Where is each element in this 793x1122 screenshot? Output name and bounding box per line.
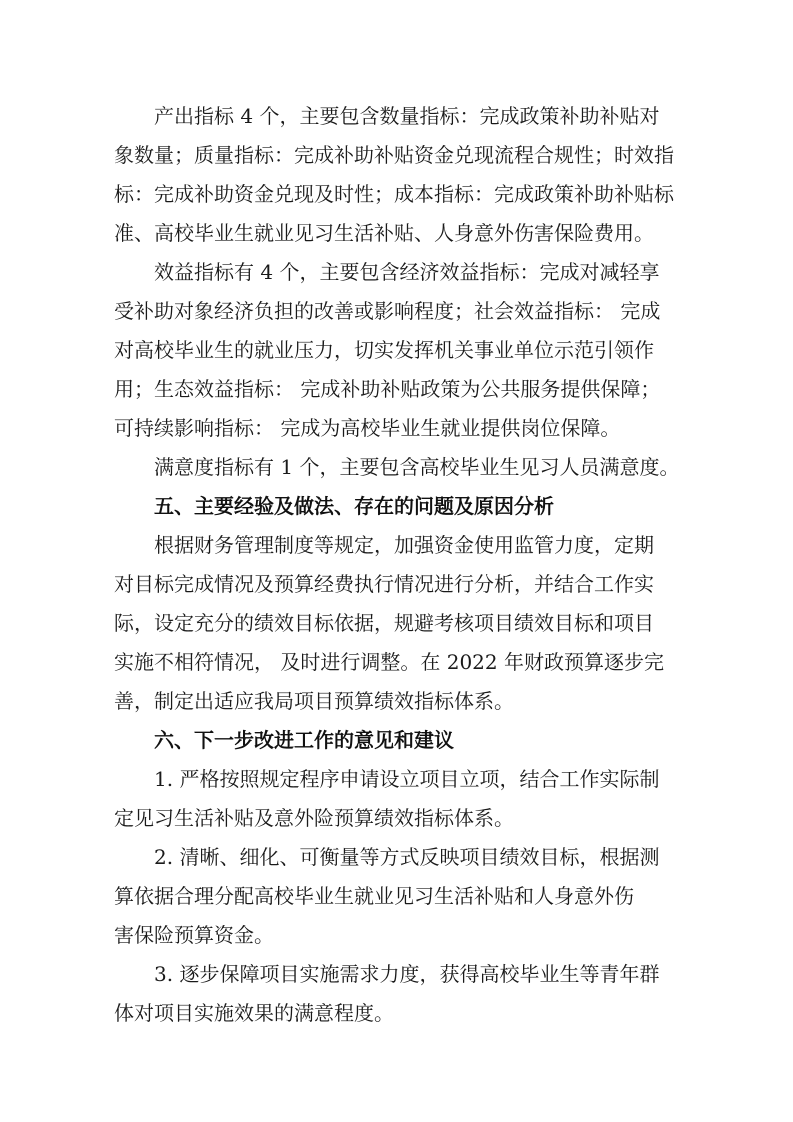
paragraph-text: 1. 严格按照规定程序申请设立项目立项，结合工作实际制: [154, 767, 660, 791]
paragraph-text: 效益指标有 4 个，主要包含经济效益指标：完成对减轻享: [154, 260, 660, 284]
paragraph-line: [0, 98, 793, 134]
section-heading-text: 六、下一步改进工作的意见和建议: [154, 728, 454, 752]
paragraph-text: 对高校毕业生的就业压力，切实发挥机关事业单位示范引领作: [114, 338, 654, 362]
paragraph-text: 定见习生活补贴及意外险预算绩效指标体系。: [114, 806, 514, 830]
paragraph-text: 用；生态效益指标： 完成补助补贴政策为公共服务提供保障；: [114, 377, 661, 401]
paragraph-line: [0, 566, 793, 602]
paragraph-line: [0, 410, 793, 446]
paragraph-text: 可持续影响指标： 完成为高校毕业生就业提供岗位保障。: [114, 416, 621, 440]
paragraph-line: [0, 683, 793, 719]
paragraph-text: 害保险预算资金。: [114, 923, 274, 947]
paragraph-text: 根据财务管理制度等规定，加强资金使用监管力度，定期: [154, 533, 654, 557]
section-heading: [0, 488, 793, 524]
paragraph-text: 际，设定充分的绩效目标依据，规避考核项目绩效目标和项目: [114, 611, 654, 635]
paragraph-line: [0, 800, 793, 836]
paragraph-line: [0, 176, 793, 212]
paragraph-text: 3. 逐步保障项目实施需求力度，获得高校毕业生等青年群: [154, 962, 660, 986]
paragraph-text: 产出指标 4 个，主要包含数量指标：完成政策补助补贴对: [154, 104, 660, 128]
paragraph-line: [0, 332, 793, 368]
paragraph-text: 对目标完成情况及预算经费执行情况进行分析，并结合工作实: [114, 572, 654, 596]
paragraph-line: [0, 917, 793, 953]
paragraph-text: 受补助对象经济负担的改善或影响程度；社会效益指标： 完成: [114, 299, 661, 323]
paragraph-text: 算依据合理分配高校毕业生就业见习生活补贴和人身意外伤: [114, 884, 634, 908]
paragraph-line: [0, 215, 793, 251]
paragraph-line: [0, 878, 793, 914]
paragraph-text: 体对项目实施效果的满意程度。: [114, 1001, 394, 1025]
paragraph-line: [0, 839, 793, 875]
paragraph-line: [0, 644, 793, 680]
paragraph-line: [0, 293, 793, 329]
paragraph-line: [0, 995, 793, 1031]
paragraph-line: [0, 605, 793, 641]
paragraph-line: [0, 254, 793, 290]
paragraph-line: [0, 761, 793, 797]
paragraph-text: 标：完成补助资金兑现及时性；成本指标：完成政策补助补贴标: [114, 182, 674, 206]
paragraph-text: 满意度指标有 1 个，主要包含高校毕业生见习人员满意度。: [154, 455, 680, 479]
paragraph-text: 善，制定出适应我局项目预算绩效指标体系。: [114, 689, 514, 713]
paragraph-line: [0, 137, 793, 173]
paragraph-text: 2. 清晰、细化、可衡量等方式反映项目绩效目标，根据测: [154, 845, 660, 869]
paragraph-line: [0, 449, 793, 485]
paragraph-line: [0, 527, 793, 563]
paragraph-text: 象数量；质量指标：完成补助补贴资金兑现流程合规性；时效指: [114, 143, 674, 167]
section-heading-text: 五、主要经验及做法、存在的问题及原因分析: [154, 494, 554, 518]
paragraph-text: 准、高校毕业生就业见习生活补贴、人身意外伤害保险费用。: [114, 221, 654, 245]
paragraph-line: [0, 956, 793, 992]
paragraph-line: [0, 371, 793, 407]
paragraph-text: 实施不相符情况， 及时进行调整。在 2022 年财政预算逐步完: [114, 650, 664, 674]
section-heading: [0, 722, 793, 758]
